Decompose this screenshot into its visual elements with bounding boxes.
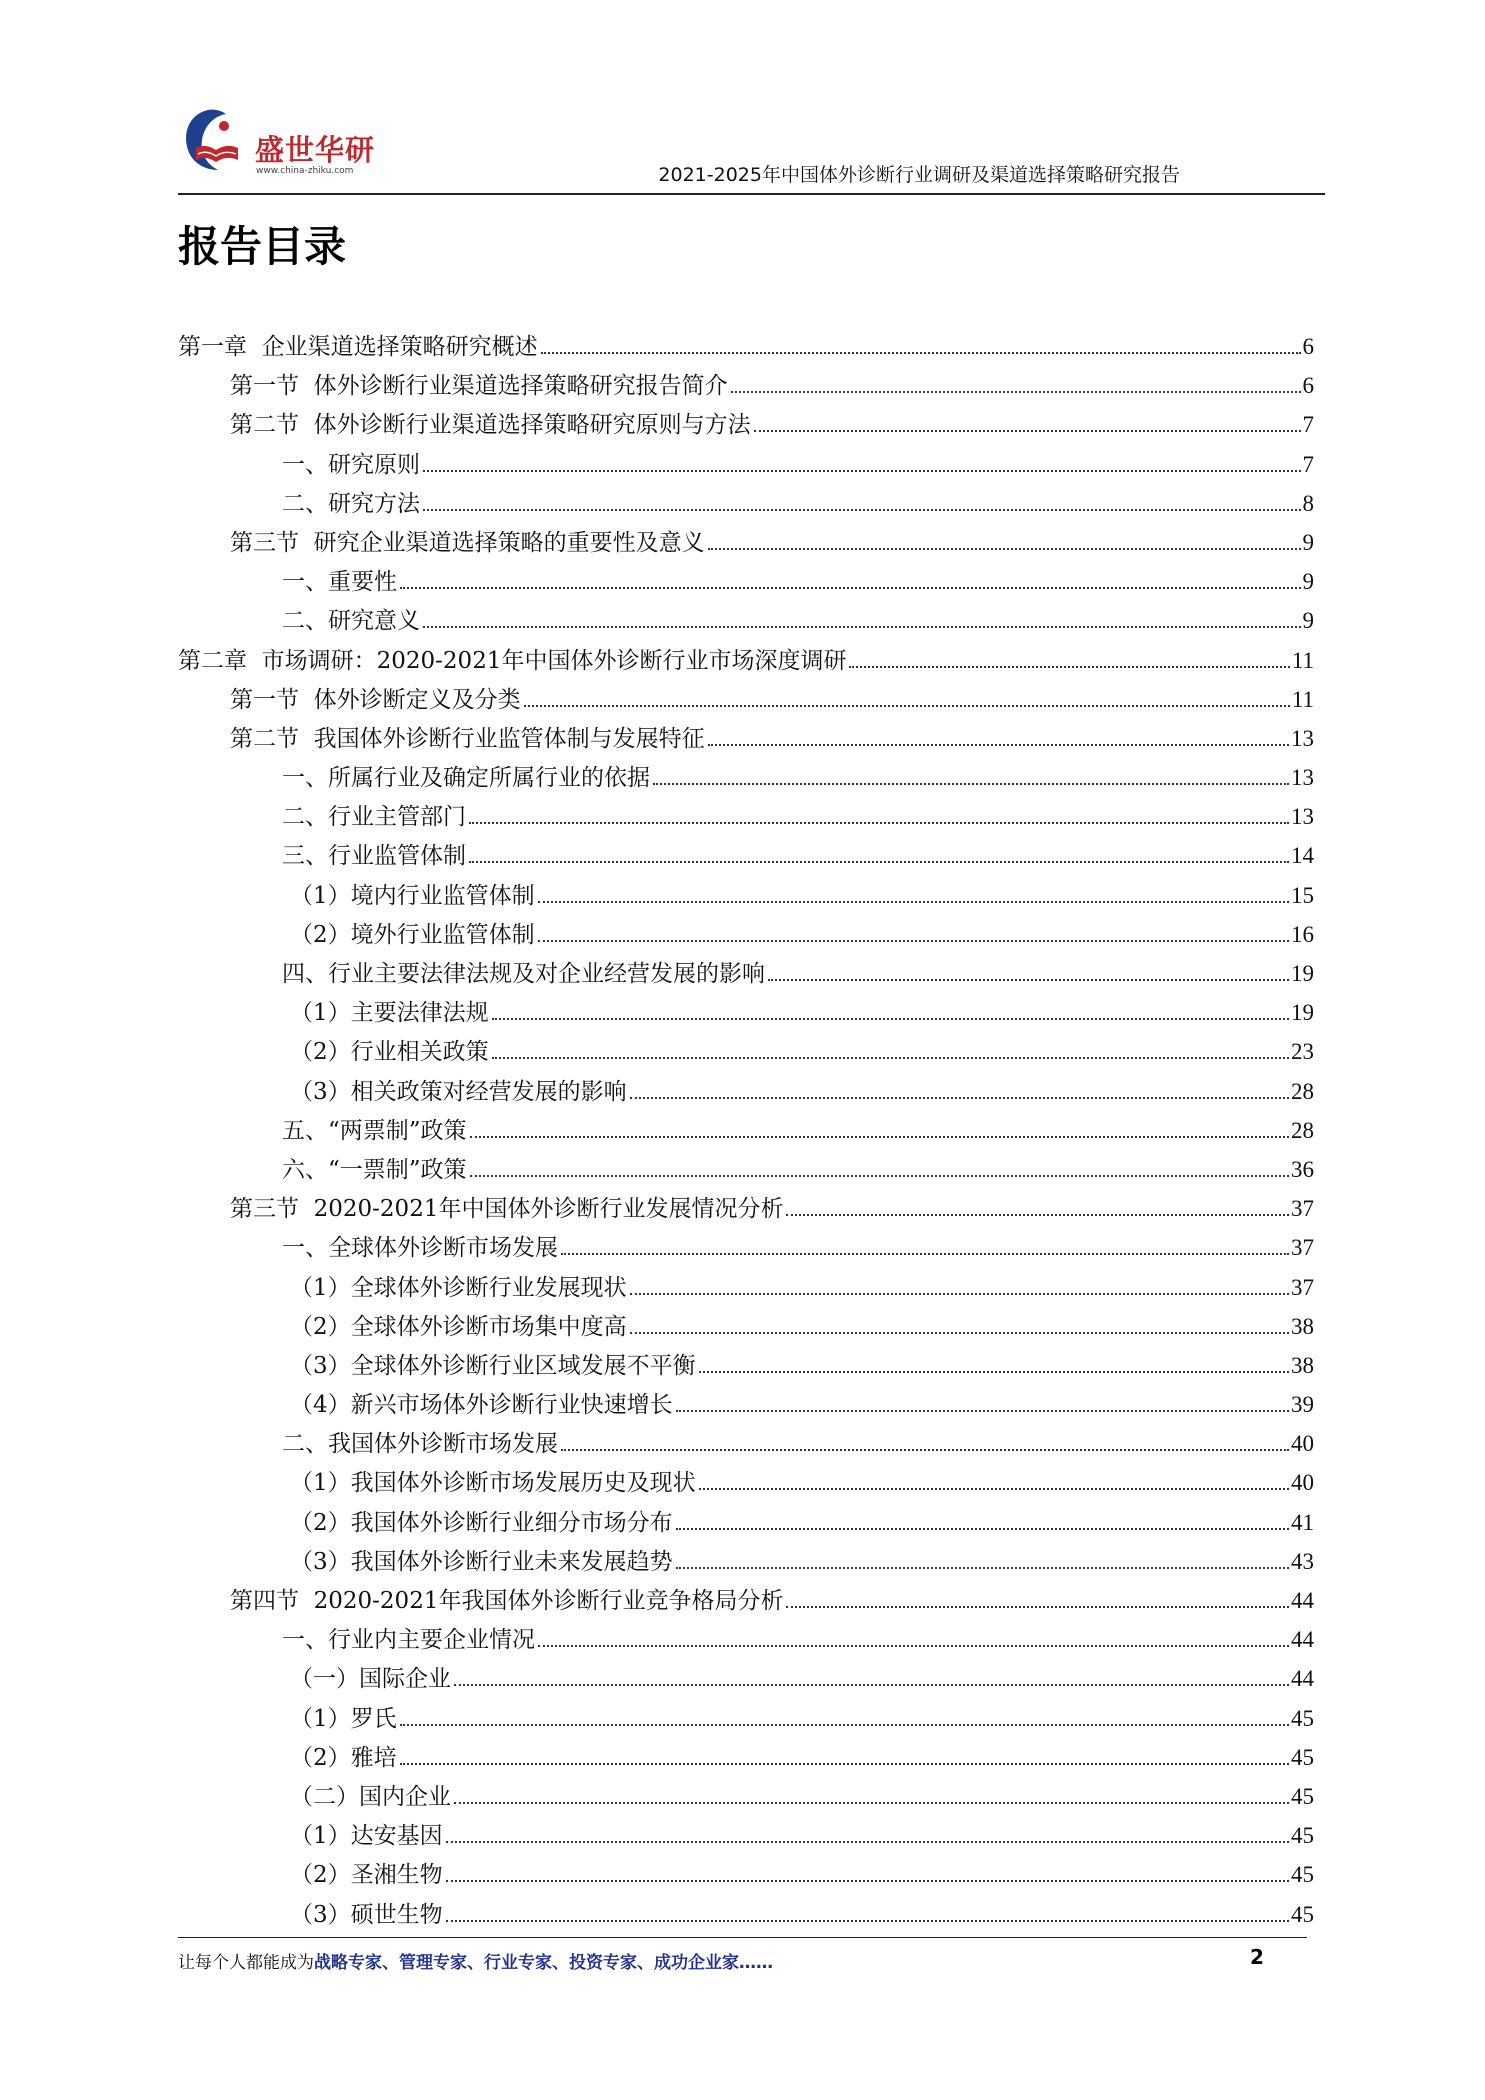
toc-entry-page: 13: [1291, 765, 1314, 791]
toc-dot-leader: [400, 587, 1301, 589]
toc-entry[interactable]: [178, 876, 1314, 915]
toc-dot-leader: [538, 940, 1289, 942]
toc-entry[interactable]: [178, 954, 1314, 993]
report-title: 2021-2025年中国体外诊断行业调研及渠道选择策略研究报告: [658, 164, 1180, 186]
toc-entry-page: 6: [1302, 373, 1314, 399]
toc-dot-leader: [676, 1410, 1289, 1412]
toc-dot-leader: [538, 901, 1289, 903]
toc-entry-title: （2）境外行业监管体制: [290, 921, 535, 948]
toc-entry-title: （2）行业相关政策: [290, 1039, 489, 1066]
toc-entry[interactable]: [178, 797, 1314, 836]
toc-entry-title: 一、研究原则: [282, 451, 420, 478]
toc-entry-title: 二、研究意义: [282, 608, 420, 635]
toc-dot-leader: [446, 1920, 1289, 1922]
toc-entry[interactable]: [178, 719, 1314, 758]
toc-entry-page: 44: [1291, 1627, 1314, 1653]
toc-entry-page: 36: [1291, 1156, 1314, 1182]
toc-entry[interactable]: [178, 327, 1314, 366]
toc-entry-title: （4）新兴市场体外诊断行业快速增长: [290, 1392, 673, 1419]
toc-entry-page: 44: [1291, 1588, 1314, 1613]
toc-entry-page: 37: [1291, 1196, 1314, 1222]
toc-entry-page: 45: [1291, 1901, 1314, 1927]
toc-entry-page: 45: [1291, 1823, 1314, 1849]
toc-dot-leader: [653, 783, 1289, 785]
toc-entry[interactable]: [178, 1228, 1314, 1267]
toc-entry[interactable]: [178, 1150, 1314, 1189]
footer-slogan: [178, 1948, 773, 1973]
toc-entry-page: 14: [1291, 843, 1314, 869]
toc-entry-title: 二、研究方法: [282, 490, 420, 517]
toc-entry[interactable]: [178, 641, 1314, 680]
toc-dot-leader: [524, 705, 1290, 707]
toc-entry[interactable]: [178, 1385, 1314, 1424]
toc-entry-page: 37: [1291, 1274, 1314, 1300]
toc-entry-title: （一）国际企业: [290, 1666, 451, 1693]
toc-entry-page: 28: [1291, 1078, 1314, 1104]
toc-entry-page: 13: [1291, 804, 1314, 830]
toc-entry-title: 第三节 研究企业渠道选择策略的重要性及意义: [230, 529, 705, 556]
toc-entry-title: 二、我国体外诊断市场发展: [282, 1431, 558, 1458]
toc-entry-page: 38: [1291, 1352, 1314, 1378]
toc-dot-leader: [423, 509, 1301, 511]
toc-entry-page: 45: [1291, 1744, 1314, 1770]
toc-entry-page: 45: [1291, 1705, 1314, 1731]
toc-dot-leader: [561, 1253, 1289, 1255]
toc-entry-title: 一、行业内主要企业情况: [282, 1627, 535, 1654]
toc-entry-page: 19: [1291, 961, 1314, 986]
toc-entry[interactable]: [178, 1816, 1314, 1855]
toc-entry[interactable]: [178, 1659, 1314, 1698]
toc-dot-leader: [446, 1841, 1289, 1843]
toc-entry[interactable]: [178, 1032, 1314, 1071]
toc-dot-leader: [400, 1724, 1289, 1726]
toc-entry-page: 40: [1291, 1431, 1314, 1457]
toc-dot-leader: [786, 1606, 1289, 1608]
toc-entry-page: 45: [1291, 1783, 1314, 1809]
toc-dot-leader: [708, 744, 1289, 746]
toc-entry-title: 第二章 市场调研：2020-2021年中国体外诊断行业市场深度调研: [178, 647, 847, 674]
toc-entry-title: （2）圣湘生物: [290, 1862, 443, 1889]
toc-entry-title: （1）达安基因: [290, 1823, 443, 1850]
toc-entry[interactable]: [178, 484, 1314, 523]
toc-entry-title: 一、重要性: [282, 569, 397, 596]
toc-entry-page: 41: [1291, 1509, 1314, 1535]
toc-entry[interactable]: [178, 405, 1314, 444]
toc-dot-leader: [676, 1528, 1289, 1530]
toc-entry-title: 二、行业主管部门: [282, 804, 466, 831]
toc-entry-title: （3）硕世生物: [290, 1901, 443, 1928]
toc-entry[interactable]: [178, 1072, 1314, 1111]
toc-entry-title: 第三节 2020-2021年中国体外诊断行业发展情况分析: [230, 1196, 784, 1223]
toc-entry-page: 16: [1291, 921, 1314, 947]
toc-entry-title: 第二节 体外诊断行业渠道选择策略研究原则与方法: [230, 412, 751, 439]
toc-entry-title: （1）境内行业监管体制: [290, 882, 535, 909]
toc-entry[interactable]: [178, 1463, 1314, 1502]
toc-entry-page: 43: [1291, 1548, 1314, 1574]
toc-entry[interactable]: [178, 836, 1314, 875]
toc-entry-page: 15: [1291, 882, 1314, 908]
toc-entry-page: 40: [1291, 1470, 1314, 1496]
toc-entry-page: 11: [1291, 647, 1314, 673]
toc-entry[interactable]: [178, 1307, 1314, 1346]
toc-dot-leader: [754, 430, 1301, 432]
toc-entry-page: 9: [1302, 529, 1314, 555]
toc-entry-page: 28: [1291, 1117, 1314, 1143]
toc-dot-leader: [699, 1488, 1289, 1490]
toc-entry[interactable]: [178, 1855, 1314, 1894]
logo-url: www.china-zhiku.com: [256, 166, 354, 176]
toc-dot-leader: [708, 548, 1301, 550]
toc-dot-leader: [454, 1684, 1289, 1686]
toc-entry-title: （3）相关政策对经营发展的影响: [290, 1078, 627, 1105]
toc-entry[interactable]: [178, 993, 1314, 1032]
toc-entry-title: （1）我国体外诊断市场发展历史及现状: [290, 1470, 696, 1497]
toc-dot-leader: [423, 470, 1301, 472]
toc-entry[interactable]: [178, 1542, 1314, 1581]
toc-entry-page: 37: [1291, 1235, 1314, 1261]
toc-entry[interactable]: [178, 1620, 1314, 1659]
toc-entry[interactable]: [178, 601, 1314, 640]
toc-entry-title: （2）雅培: [290, 1744, 397, 1771]
toc-entry[interactable]: [178, 1738, 1314, 1777]
toc-dot-leader: [786, 1214, 1289, 1216]
toc-dot-leader: [630, 1097, 1289, 1099]
table-of-contents: [178, 327, 1314, 1934]
toc-dot-leader: [541, 352, 1301, 354]
toc-dot-leader: [731, 391, 1301, 393]
toc-entry-title: （1）主要法律法规: [290, 1000, 489, 1027]
toc-entry[interactable]: [178, 1581, 1314, 1620]
toc-entry-title: （1）罗氏: [290, 1705, 397, 1732]
toc-dot-leader: [492, 1057, 1289, 1059]
toc-dot-leader: [676, 1567, 1289, 1569]
toc-dot-leader: [400, 1763, 1289, 1765]
footer-divider: [178, 1937, 1307, 1938]
page-number: 2: [1250, 1945, 1264, 1969]
toc-entry-page: 6: [1302, 334, 1314, 359]
toc-entry[interactable]: [178, 1189, 1314, 1228]
slogan-prefix: 让每个人都能成为: [178, 1953, 314, 1973]
toc-entry-page: 7: [1302, 412, 1314, 438]
toc-entry-title: 第二节 我国体外诊断行业监管体制与发展特征: [230, 725, 705, 752]
toc-entry[interactable]: [178, 562, 1314, 601]
toc-entry-title: 第一节 体外诊断定义及分类: [230, 686, 521, 713]
toc-entry-page: 9: [1302, 569, 1314, 595]
toc-entry-title: （二）国内企业: [290, 1783, 451, 1810]
toc-dot-leader: [470, 1136, 1289, 1138]
toc-dot-leader: [849, 666, 1289, 668]
toc-entry-page: 8: [1302, 490, 1314, 516]
toc-entry[interactable]: [178, 1895, 1314, 1934]
toc-dot-leader: [630, 1293, 1289, 1295]
toc-dot-leader: [469, 822, 1289, 824]
toc-entry[interactable]: [178, 1346, 1314, 1385]
header-divider: [178, 193, 1325, 195]
toc-entry[interactable]: [178, 366, 1314, 405]
toc-entry-title: （3）我国体外诊断行业未来发展趋势: [290, 1548, 673, 1575]
toc-entry-page: 23: [1291, 1039, 1314, 1065]
toc-dot-leader: [492, 1018, 1289, 1020]
toc-entry-title: 四、行业主要法律法规及对企业经营发展的影响: [282, 961, 765, 987]
toc-entry[interactable]: [178, 1777, 1314, 1816]
toc-entry-page: 19: [1291, 1000, 1314, 1026]
toc-entry[interactable]: [178, 1111, 1314, 1150]
toc-entry-page: 9: [1302, 608, 1314, 634]
toc-entry-title: 第四节 2020-2021年我国体外诊断行业竞争格局分析: [230, 1588, 784, 1614]
toc-entry-title: （2）全球体外诊断市场集中度高: [290, 1313, 627, 1340]
toc-entry-title: 一、所属行业及确定所属行业的依据: [282, 765, 650, 792]
toc-entry-page: 39: [1291, 1392, 1314, 1418]
toc-entry[interactable]: [178, 680, 1314, 719]
toc-entry-page: 13: [1291, 725, 1314, 751]
slogan-accent: 战略专家、管理专家、行业专家、投资专家、成功企业家……: [314, 1953, 773, 1973]
toc-dot-leader: [469, 861, 1289, 863]
page-title: 报告目录: [178, 222, 347, 271]
toc-entry-title: 一、全球体外诊断市场发展: [282, 1235, 558, 1262]
toc-entry[interactable]: [178, 1699, 1314, 1738]
toc-dot-leader: [470, 1175, 1289, 1177]
toc-dot-leader: [699, 1371, 1289, 1373]
toc-entry-page: 38: [1291, 1313, 1314, 1339]
toc-entry-page: 44: [1291, 1666, 1314, 1692]
toc-entry[interactable]: [178, 1424, 1314, 1463]
toc-entry-page: 7: [1302, 451, 1314, 477]
toc-dot-leader: [446, 1880, 1289, 1882]
toc-entry-page: 45: [1291, 1862, 1314, 1888]
toc-entry-title: 三、行业监管体制: [282, 843, 466, 870]
toc-entry-title: 第一节 体外诊断行业渠道选择策略研究报告简介: [230, 373, 728, 400]
toc-dot-leader: [538, 1645, 1289, 1647]
toc-entry[interactable]: [178, 915, 1314, 954]
toc-entry-title: 六、“一票制”政策: [282, 1156, 467, 1183]
toc-entry-page: 11: [1291, 686, 1314, 712]
toc-entry[interactable]: [178, 1268, 1314, 1307]
toc-entry-title: （2）我国体外诊断行业细分市场分布: [290, 1509, 673, 1536]
logo-name: 盛世华研: [255, 133, 376, 167]
toc-entry-title: 第一章 企业渠道选择策略研究概述: [178, 334, 538, 360]
toc-dot-leader: [454, 1802, 1289, 1804]
toc-entry[interactable]: [178, 523, 1314, 562]
toc-entry-title: （3）全球体外诊断行业区域发展不平衡: [290, 1352, 696, 1379]
toc-dot-leader: [768, 979, 1289, 981]
toc-entry[interactable]: [178, 758, 1314, 797]
toc-entry-title: （1）全球体外诊断行业发展现状: [290, 1274, 627, 1301]
toc-entry-title: 五、“两票制”政策: [282, 1117, 467, 1144]
toc-entry[interactable]: [178, 445, 1314, 484]
toc-entry[interactable]: [178, 1503, 1314, 1542]
toc-dot-leader: [423, 626, 1301, 628]
toc-dot-leader: [561, 1449, 1289, 1451]
toc-dot-leader: [630, 1332, 1289, 1334]
